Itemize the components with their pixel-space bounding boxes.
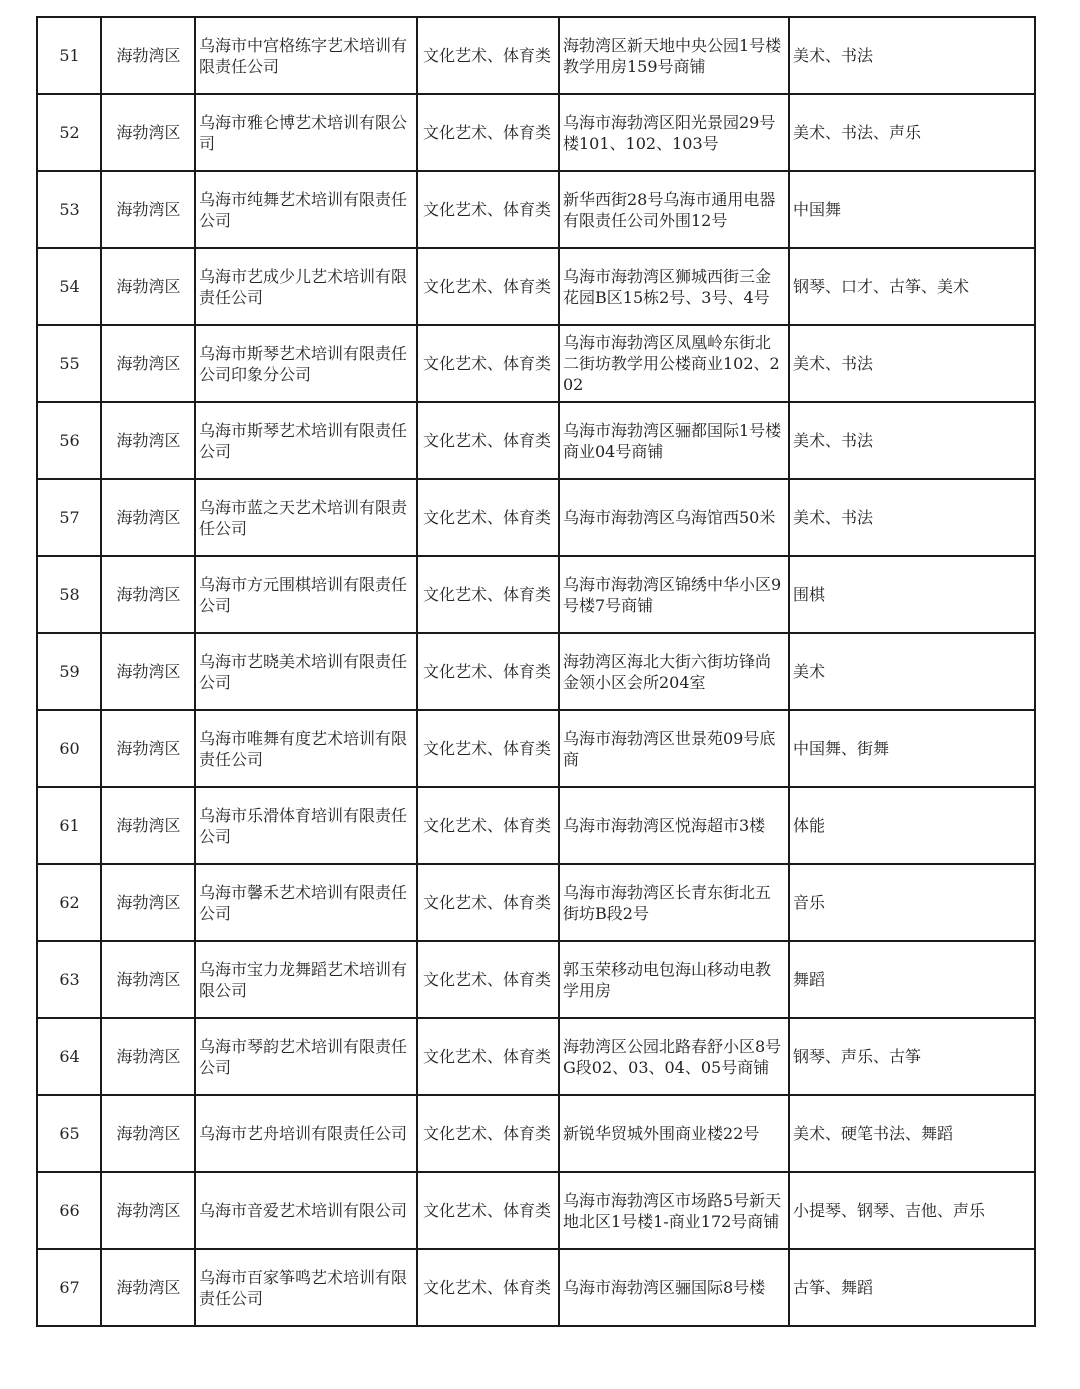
category-cell: 文化艺术、体育类 xyxy=(417,248,559,325)
row-number: 65 xyxy=(37,1095,101,1172)
category-cell: 文化艺术、体育类 xyxy=(417,171,559,248)
row-number: 52 xyxy=(37,94,101,171)
district-cell: 海勃湾区 xyxy=(101,94,195,171)
table-row xyxy=(37,710,1035,787)
category-cell: 文化艺术、体育类 xyxy=(417,1018,559,1095)
address-cell: 乌海市海勃湾区凤凰岭东街北二街坊教学用公楼商业102、202 xyxy=(559,325,789,402)
address-cell: 海勃湾区公园北路春舒小区8号G段02、03、04、05号商铺 xyxy=(559,1018,789,1095)
row-number: 61 xyxy=(37,787,101,864)
subjects-cell: 美术、书法 xyxy=(789,325,1035,402)
row-number: 57 xyxy=(37,479,101,556)
address-cell: 乌海市海勃湾区骊都国际1号楼商业04号商铺 xyxy=(559,402,789,479)
subjects-cell: 中国舞、街舞 xyxy=(789,710,1035,787)
table-row xyxy=(37,1249,1035,1326)
institution-name-cell: 乌海市馨禾艺术培训有限责任公司 xyxy=(195,864,417,941)
subjects-cell: 美术、书法、声乐 xyxy=(789,94,1035,171)
district-cell: 海勃湾区 xyxy=(101,325,195,402)
row-number: 59 xyxy=(37,633,101,710)
institution-name-cell: 乌海市唯舞有度艺术培训有限责任公司 xyxy=(195,710,417,787)
subjects-cell: 钢琴、口才、古筝、美术 xyxy=(789,248,1035,325)
institution-name-cell: 乌海市纯舞艺术培训有限责任公司 xyxy=(195,171,417,248)
district-cell: 海勃湾区 xyxy=(101,787,195,864)
subjects-cell: 舞蹈 xyxy=(789,941,1035,1018)
table-row xyxy=(37,17,1035,94)
row-number: 55 xyxy=(37,325,101,402)
row-number: 56 xyxy=(37,402,101,479)
row-number: 62 xyxy=(37,864,101,941)
institution-name-cell: 乌海市艺晓美术培训有限责任公司 xyxy=(195,633,417,710)
subjects-cell: 美术、书法 xyxy=(789,479,1035,556)
district-cell: 海勃湾区 xyxy=(101,479,195,556)
table-row xyxy=(37,864,1035,941)
subjects-cell: 小提琴、钢琴、吉他、声乐 xyxy=(789,1172,1035,1249)
table-row xyxy=(37,556,1035,633)
district-cell: 海勃湾区 xyxy=(101,17,195,94)
institution-name-cell: 乌海市雅仑博艺术培训有限公司 xyxy=(195,94,417,171)
district-cell: 海勃湾区 xyxy=(101,633,195,710)
subjects-cell: 中国舞 xyxy=(789,171,1035,248)
category-cell: 文化艺术、体育类 xyxy=(417,787,559,864)
table-row xyxy=(37,171,1035,248)
institution-name-cell: 乌海市艺成少儿艺术培训有限责任公司 xyxy=(195,248,417,325)
row-number: 60 xyxy=(37,710,101,787)
institution-name-cell: 乌海市斯琴艺术培训有限责任公司印象分公司 xyxy=(195,325,417,402)
address-cell: 乌海市海勃湾区世景苑09号底商 xyxy=(559,710,789,787)
address-cell: 海勃湾区新天地中央公园1号楼教学用房159号商铺 xyxy=(559,17,789,94)
table-body xyxy=(37,17,1035,1326)
table-row xyxy=(37,479,1035,556)
district-cell: 海勃湾区 xyxy=(101,171,195,248)
district-cell: 海勃湾区 xyxy=(101,556,195,633)
table-row xyxy=(37,633,1035,710)
category-cell: 文化艺术、体育类 xyxy=(417,402,559,479)
row-number: 58 xyxy=(37,556,101,633)
table-row xyxy=(37,941,1035,1018)
district-cell: 海勃湾区 xyxy=(101,1249,195,1326)
row-number: 64 xyxy=(37,1018,101,1095)
institution-name-cell: 乌海市宝力龙舞蹈艺术培训有限公司 xyxy=(195,941,417,1018)
address-cell: 乌海市海勃湾区阳光景园29号楼101、102、103号 xyxy=(559,94,789,171)
category-cell: 文化艺术、体育类 xyxy=(417,325,559,402)
category-cell: 文化艺术、体育类 xyxy=(417,1095,559,1172)
address-cell: 郭玉荣移动电包海山移动电教学用房 xyxy=(559,941,789,1018)
row-number: 53 xyxy=(37,171,101,248)
institution-name-cell: 乌海市百家筝鸣艺术培训有限责任公司 xyxy=(195,1249,417,1326)
district-cell: 海勃湾区 xyxy=(101,402,195,479)
category-cell: 文化艺术、体育类 xyxy=(417,479,559,556)
table-row xyxy=(37,1018,1035,1095)
institution-name-cell: 乌海市艺舟培训有限责任公司 xyxy=(195,1095,417,1172)
table-row xyxy=(37,325,1035,402)
district-cell: 海勃湾区 xyxy=(101,248,195,325)
category-cell: 文化艺术、体育类 xyxy=(417,633,559,710)
subjects-cell: 钢琴、声乐、古筝 xyxy=(789,1018,1035,1095)
category-cell: 文化艺术、体育类 xyxy=(417,17,559,94)
address-cell: 新华西街28号乌海市通用电器有限责任公司外围12号 xyxy=(559,171,789,248)
district-cell: 海勃湾区 xyxy=(101,1018,195,1095)
table-row xyxy=(37,787,1035,864)
address-cell: 乌海市海勃湾区悦海超市3楼 xyxy=(559,787,789,864)
institution-name-cell: 乌海市琴韵艺术培训有限责任公司 xyxy=(195,1018,417,1095)
table-row xyxy=(37,94,1035,171)
district-cell: 海勃湾区 xyxy=(101,864,195,941)
address-cell: 乌海市海勃湾区长青东街北五街坊B段2号 xyxy=(559,864,789,941)
table-row xyxy=(37,402,1035,479)
row-number: 54 xyxy=(37,248,101,325)
institution-name-cell: 乌海市中宫格练字艺术培训有限责任公司 xyxy=(195,17,417,94)
category-cell: 文化艺术、体育类 xyxy=(417,710,559,787)
subjects-cell: 美术 xyxy=(789,633,1035,710)
institution-table xyxy=(36,16,1036,1327)
address-cell: 海勃湾区海北大街六街坊锋尚金领小区会所204室 xyxy=(559,633,789,710)
institution-name-cell: 乌海市蓝之天艺术培训有限责任公司 xyxy=(195,479,417,556)
district-cell: 海勃湾区 xyxy=(101,710,195,787)
address-cell: 乌海市海勃湾区狮城西街三金花园B区15栋2号、3号、4号 xyxy=(559,248,789,325)
table-row xyxy=(37,1095,1035,1172)
subjects-cell: 古筝、舞蹈 xyxy=(789,1249,1035,1326)
category-cell: 文化艺术、体育类 xyxy=(417,941,559,1018)
institution-name-cell: 乌海市乐滑体育培训有限责任公司 xyxy=(195,787,417,864)
table-row xyxy=(37,248,1035,325)
subjects-cell: 体能 xyxy=(789,787,1035,864)
subjects-cell: 美术、书法 xyxy=(789,17,1035,94)
institution-name-cell: 乌海市音爱艺术培训有限公司 xyxy=(195,1172,417,1249)
district-cell: 海勃湾区 xyxy=(101,1095,195,1172)
category-cell: 文化艺术、体育类 xyxy=(417,556,559,633)
category-cell: 文化艺术、体育类 xyxy=(417,864,559,941)
table-row xyxy=(37,1172,1035,1249)
district-cell: 海勃湾区 xyxy=(101,1172,195,1249)
institution-name-cell: 乌海市方元围棋培训有限责任公司 xyxy=(195,556,417,633)
address-cell: 乌海市海勃湾区市场路5号新天地北区1号楼1-商业172号商铺 xyxy=(559,1172,789,1249)
subjects-cell: 音乐 xyxy=(789,864,1035,941)
row-number: 63 xyxy=(37,941,101,1018)
address-cell: 乌海市海勃湾区锦绣中华小区9号楼7号商铺 xyxy=(559,556,789,633)
subjects-cell: 美术、硬笔书法、舞蹈 xyxy=(789,1095,1035,1172)
subjects-cell: 围棋 xyxy=(789,556,1035,633)
address-cell: 乌海市海勃湾区骊国际8号楼 xyxy=(559,1249,789,1326)
subjects-cell: 美术、书法 xyxy=(789,402,1035,479)
address-cell: 新锐华贸城外围商业楼22号 xyxy=(559,1095,789,1172)
row-number: 67 xyxy=(37,1249,101,1326)
row-number: 66 xyxy=(37,1172,101,1249)
category-cell: 文化艺术、体育类 xyxy=(417,1249,559,1326)
category-cell: 文化艺术、体育类 xyxy=(417,1172,559,1249)
row-number: 51 xyxy=(37,17,101,94)
district-cell: 海勃湾区 xyxy=(101,941,195,1018)
category-cell: 文化艺术、体育类 xyxy=(417,94,559,171)
address-cell: 乌海市海勃湾区乌海馆西50米 xyxy=(559,479,789,556)
institution-name-cell: 乌海市斯琴艺术培训有限责任公司 xyxy=(195,402,417,479)
